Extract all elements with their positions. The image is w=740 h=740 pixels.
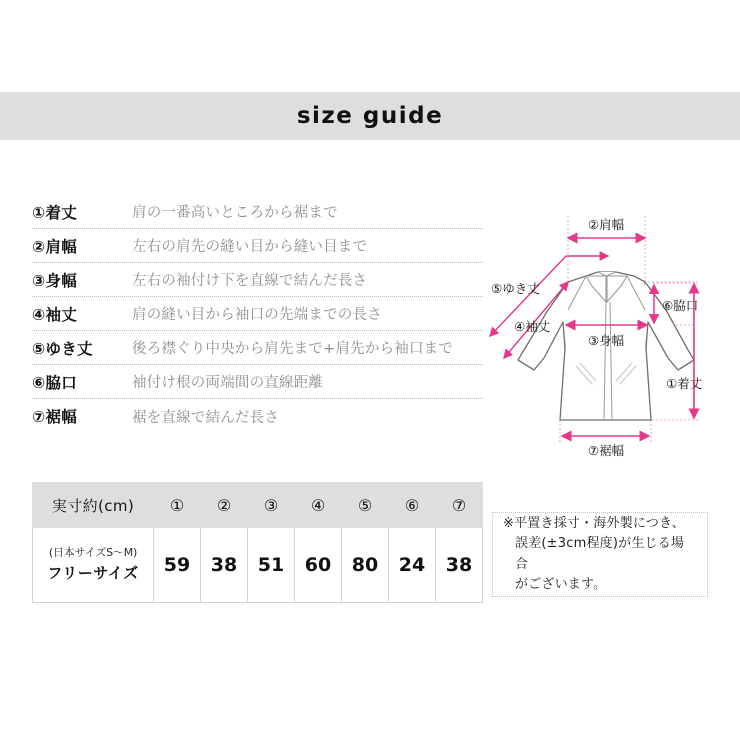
definition-marker: ⑥ <box>32 373 46 392</box>
definition-row <box>32 365 483 399</box>
table-column-header: ① <box>154 483 201 528</box>
measurement-table <box>32 482 483 603</box>
definition-term-label: 裾幅 <box>45 408 78 426</box>
definition-term-label: 身幅 <box>45 271 78 290</box>
definition-marker: ③ <box>32 271 46 290</box>
definition-description: 袖付け根の両端間の直線距離 <box>132 375 324 391</box>
table-column-header: ⑤ <box>342 483 389 528</box>
definition-row <box>32 195 483 229</box>
garment-measurement-diagram <box>488 198 738 460</box>
disclaimer-note-box <box>492 512 708 597</box>
definition-description: 肩の一番高いところから裾まで <box>132 205 338 221</box>
definition-term <box>32 303 132 325</box>
table-column-header: ② <box>201 483 248 528</box>
yuki-length-label: ⑤ゆき丈 <box>491 281 540 296</box>
table-row <box>33 528 483 603</box>
armhole-label: ⑥脇口 <box>662 298 699 313</box>
size-sub-label: (日本サイズS〜M) <box>48 546 138 560</box>
hem-width-label: ⑦裾幅 <box>587 443 625 458</box>
table-unit-header: 実寸約(cm) <box>33 483 154 528</box>
definition-description: 裾を直線で結んだ長さ <box>132 409 279 426</box>
measurement-value: 59 <box>154 528 201 603</box>
definition-description: 左右の袖付け下を直線で結んだ長さ <box>132 273 368 289</box>
measurement-definition-list <box>32 195 483 433</box>
definition-row <box>32 263 483 297</box>
measurement-value: 24 <box>389 528 436 603</box>
table-header-row <box>33 483 483 528</box>
definition-term <box>32 337 132 359</box>
definition-marker: ⑤ <box>32 339 46 358</box>
definition-term <box>32 405 132 427</box>
definition-term <box>32 269 132 291</box>
definition-term-label: ゆき丈 <box>45 339 93 358</box>
note-line-1: ※平置き採寸・海外製につき、 <box>503 516 685 532</box>
definition-row <box>32 297 483 331</box>
note-line-2: 誤差(±3cm程度)が生じる場合 <box>515 536 685 572</box>
table-column-header: ③ <box>248 483 295 528</box>
definition-row <box>32 229 483 263</box>
size-main-label: フリーサイズ <box>47 564 139 583</box>
definition-term-label: 袖丈 <box>45 305 78 324</box>
measurement-value: 80 <box>342 528 389 603</box>
measurement-value: 38 <box>201 528 248 603</box>
disclaimer-note-text <box>503 514 697 595</box>
note-line-3: がございます。 <box>515 576 607 592</box>
definition-row <box>32 399 483 433</box>
page-header-band <box>0 92 740 140</box>
definition-term-label: 肩幅 <box>45 237 78 256</box>
bust-width-label: ③身幅 <box>587 333 625 348</box>
definition-description: 左右の肩先の縫い目から縫い目まで <box>132 239 368 255</box>
definition-term <box>32 371 132 393</box>
definition-term-label: 脇口 <box>45 373 78 392</box>
definition-row <box>32 331 483 365</box>
definition-marker: ⑦ <box>32 408 46 426</box>
definition-marker: ② <box>32 237 46 256</box>
definition-term-label: 着丈 <box>45 203 78 222</box>
sleeve-length-label: ④袖丈 <box>514 319 551 334</box>
body-length-label: ①着丈 <box>666 376 703 391</box>
definition-term <box>32 235 132 257</box>
measurement-value: 60 <box>295 528 342 603</box>
definition-marker: ① <box>32 203 46 222</box>
definition-marker: ④ <box>32 305 46 324</box>
definition-description: 肩の縫い目から袖口の先端までの長さ <box>132 307 382 323</box>
measurement-value: 51 <box>248 528 295 603</box>
measurement-value: 38 <box>436 528 483 603</box>
definition-term <box>32 201 132 223</box>
table-column-header: ④ <box>295 483 342 528</box>
definition-description: 後ろ襟ぐり中央から肩先まで+肩先から袖口まで <box>132 341 454 357</box>
size-name-cell <box>33 528 154 603</box>
page-title: size guide <box>296 103 444 129</box>
table-column-header: ⑥ <box>389 483 436 528</box>
shoulder-width-label: ②肩幅 <box>587 217 625 232</box>
table-column-header: ⑦ <box>436 483 483 528</box>
